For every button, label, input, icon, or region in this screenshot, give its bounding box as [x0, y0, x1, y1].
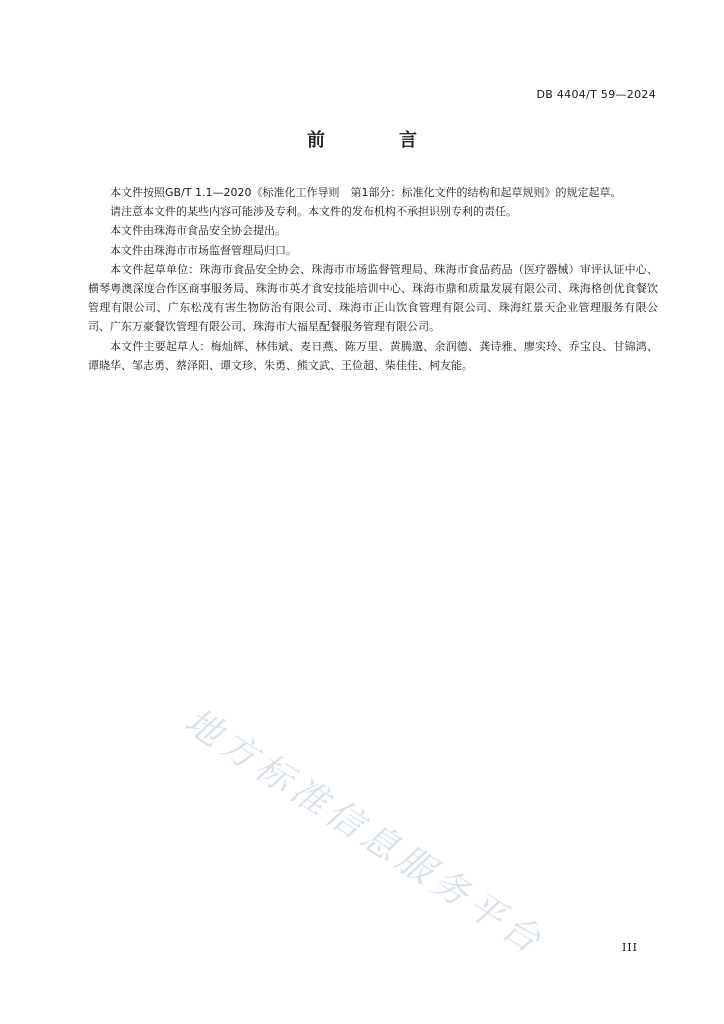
paragraph-centralized-management: 本文件由珠海市市场监督管理局归口。 [110, 243, 297, 257]
document-code: DB 4404/T 59—2024 [536, 88, 656, 101]
watermark: 地方标准信息服务平台 [177, 700, 552, 964]
foreword-body [88, 183, 658, 375]
page-number: III [621, 941, 638, 954]
paragraph-main-drafters: 本文件主要起草人：梅灿辉、林伟斌、麦日燕、陈万里、黄腾邈、余润德、龚诗雅、廖实玲、乔宝良、甘锦鸿、谭晓华、邹志勇、蔡泽阳、谭文珍、朱勇、熊文武、王俭超、柴佳佳、柯友能。 [88, 339, 658, 372]
page-title: 前 言 [307, 130, 445, 151]
paragraph-patent-notice: 请注意本文件的某些内容可能涉及专利。本文件的发布机构不承担识别专利的责任。 [110, 205, 517, 219]
paragraph-proposer: 本文件由珠海市食品安全协会提出。 [110, 224, 286, 238]
paragraph-drafting-rules: 本文件按照GB/T 1.1—2020《标准化工作导则 第1部分：标准化文件的结构和起草规则》的规定起草。 [110, 186, 622, 199]
paragraph-drafting-units: 本文件起草单位：珠海市食品安全协会、珠海市市场监督管理局、珠海市食品药品（医疗器械）审评认证中心、横琴粤澳深度合作区商事服务局、珠海市英才食安技能培训中心、珠海市鼎和质量发展有限公司、珠海格创优食餐饮管理有限公司、广东松茂有害生物防治有限公司、珠海市正山饮食管理有限公司、珠海红景天企业管理服务有限公司、广东万豪餐饮管理有限公司、珠海市大福星配餐服务管理有限公司。 [88, 262, 658, 334]
